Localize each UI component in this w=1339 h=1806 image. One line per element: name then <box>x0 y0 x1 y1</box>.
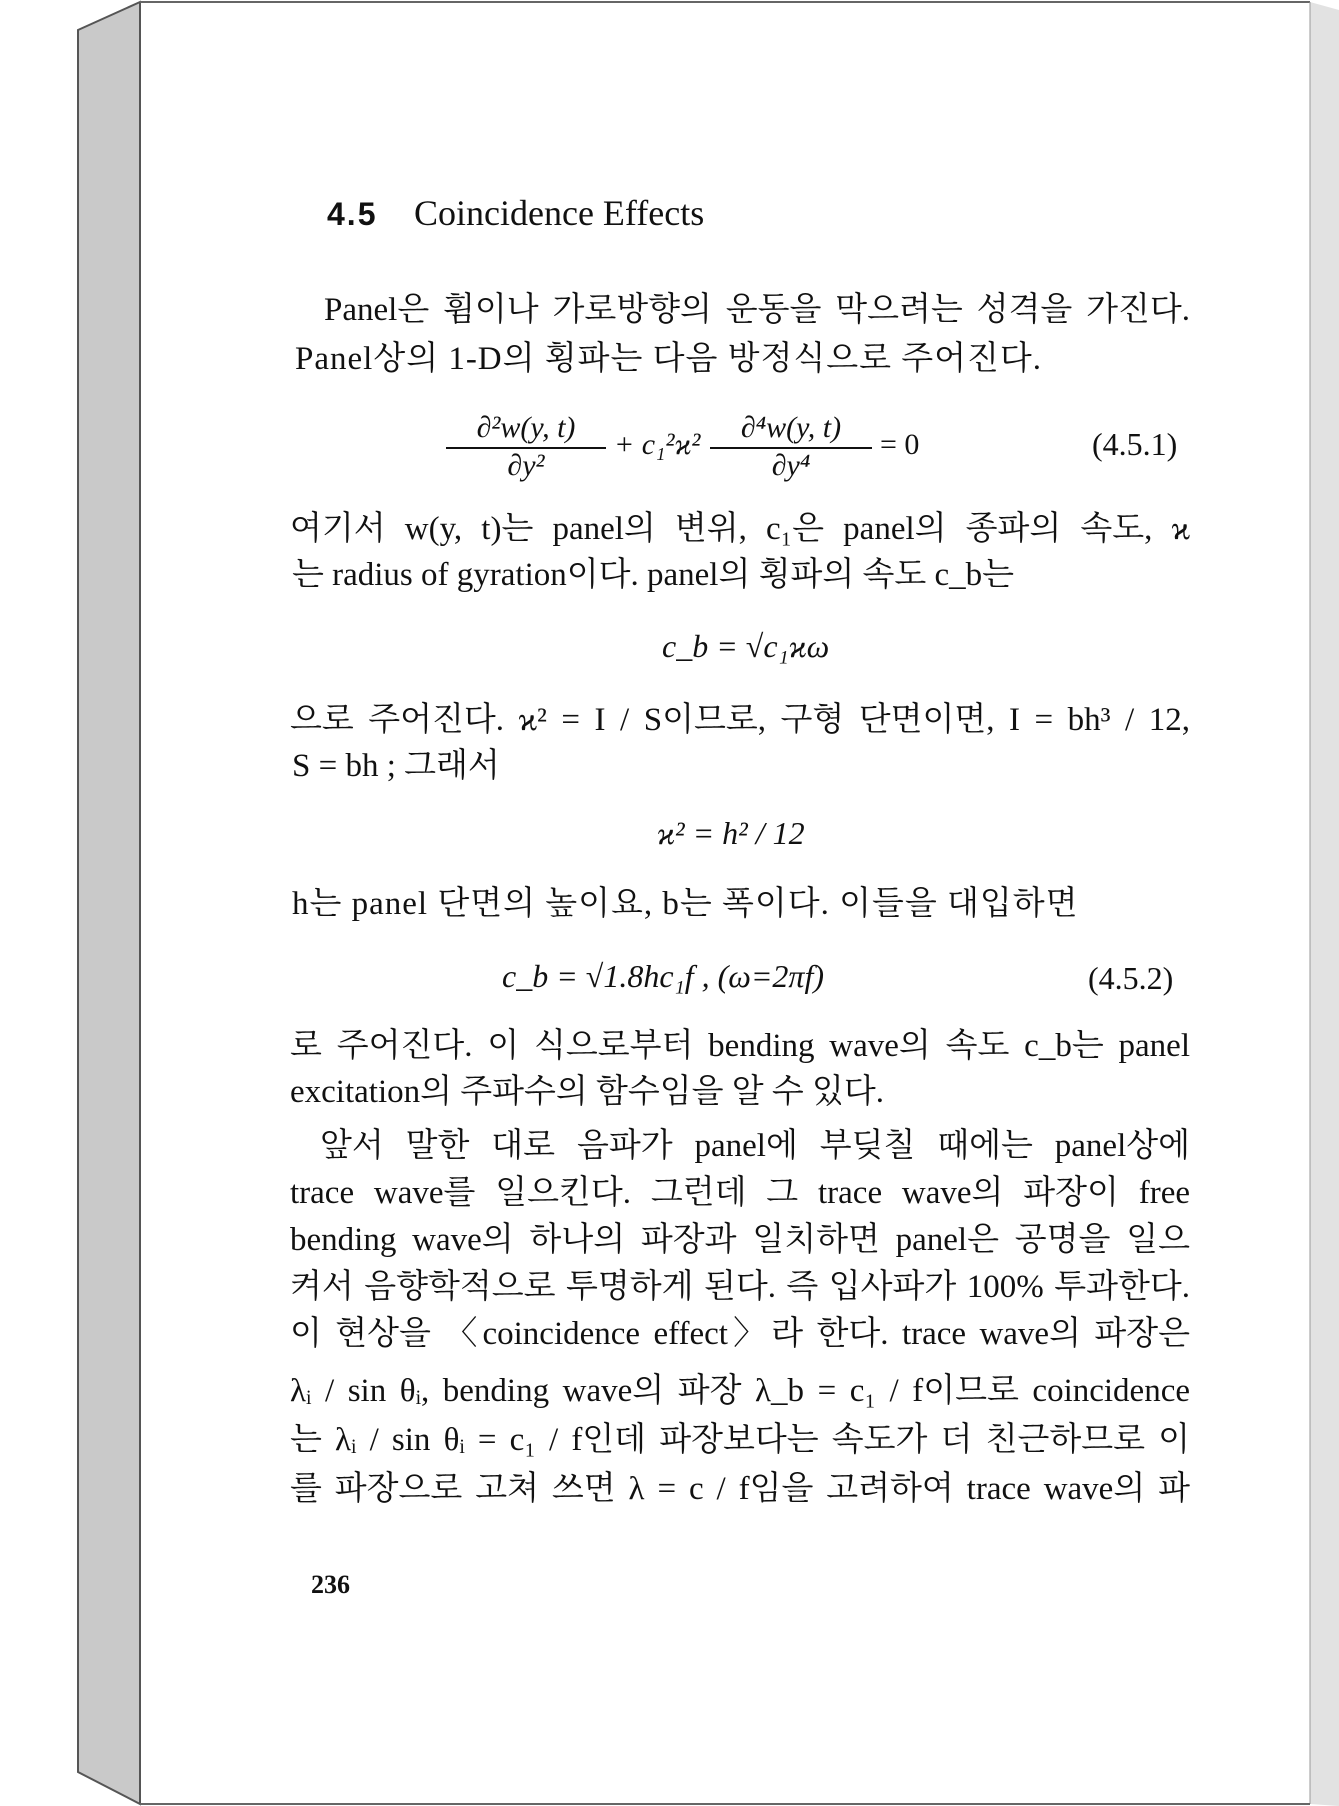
para3-line1: 으로 주어진다. ϰ² = I / S이므로, 구형 단면이면, I = bh³ / 12, <box>290 702 1190 738</box>
para5-line1: 로 주어진다. 이 식으로부터 bending wave의 속도 c_b는 panel <box>290 1028 1190 1064</box>
eq2-lhs: c_b <box>662 628 709 664</box>
eq1-fraction-2 <box>710 411 872 483</box>
section-title: Coincidence Effects <box>414 193 705 233</box>
para6-line5: 이 현상을 〈coincidence effect〉라 한다. trace wave의 파장은 <box>290 1316 1190 1352</box>
para3-line2: S = bh ; 그래서 <box>292 748 500 784</box>
eq2-rhs: = √c₁ϰω <box>716 628 830 664</box>
para6-line7: 는 λᵢ / sin θᵢ = c₁ / f인데 파장보다는 속도가 더 친근하므로 이 <box>290 1422 1190 1458</box>
equation-radius-gyration: ϰ² = h² / 12 <box>657 815 805 851</box>
eq1-middle: + c₁²ϰ² <box>614 428 701 461</box>
para6-line8: 를 파장으로 고쳐 쓰면 λ = c / f임을 고려하여 trace wave의 파 <box>290 1471 1190 1507</box>
para1-line1: Panel은 휨이나 가로방향의 운동을 막으려는 성격을 가진다. <box>324 292 1190 328</box>
para6-line1: 앞서 말한 대로 음파가 panel에 부딪칠 때에는 panel상에 <box>320 1128 1190 1164</box>
para2-line2: 는 radius of gyration이다. panel의 횡파의 속도 c_b는 <box>292 557 1014 593</box>
para6-line6: λᵢ / sin θᵢ, bending wave의 파장 λ_b = c₁ / f이므로 coincidence <box>290 1373 1190 1409</box>
eq1-fraction-1 <box>446 411 606 483</box>
para5-line2: excitation의 주파수의 함수임을 알 수 있다. <box>290 1074 885 1110</box>
equation-bending-speed <box>662 628 829 665</box>
eq1-frac2-numerator: ∂⁴w(y, t) <box>710 411 872 449</box>
para2-line1: 여기서 w(y, t)는 panel의 변위, c₁은 panel의 종파의 속도, ϰ <box>290 511 1190 547</box>
para1-line2: Panel상의 1-D의 횡파는 다음 방정식으로 주어진다. <box>295 341 1043 377</box>
para6-line3: bending wave의 하나의 파장과 일치하면 panel은 공명을 일으 <box>290 1222 1190 1258</box>
page-number: 236 <box>311 1570 350 1599</box>
eq1-frac1-numerator: ∂²w(y, t) <box>446 411 606 449</box>
eq4-body: c_b = √1.8hc₁f , (ω=2πf) <box>502 958 824 994</box>
eq1-frac1-denominator: ∂y² <box>507 449 545 482</box>
section-number: 4.5 <box>327 196 378 232</box>
para4-line1: h는 panel 단면의 높이요, b는 폭이다. 이들을 대입하면 <box>292 886 1079 922</box>
eq1-frac2-denominator: ∂y⁴ <box>771 449 811 482</box>
eq1-number: (4.5.1) <box>1092 426 1178 462</box>
eq1-rhs: = 0 <box>880 428 920 461</box>
para6-line2: trace wave를 일으킨다. 그런데 그 trace wave의 파장이 free <box>290 1175 1190 1211</box>
eq4-number: (4.5.2) <box>1088 960 1174 996</box>
para6-line4: 켜서 음향학적으로 투명하게 된다. 즉 입사파가 100% 투과한다. <box>290 1269 1190 1305</box>
